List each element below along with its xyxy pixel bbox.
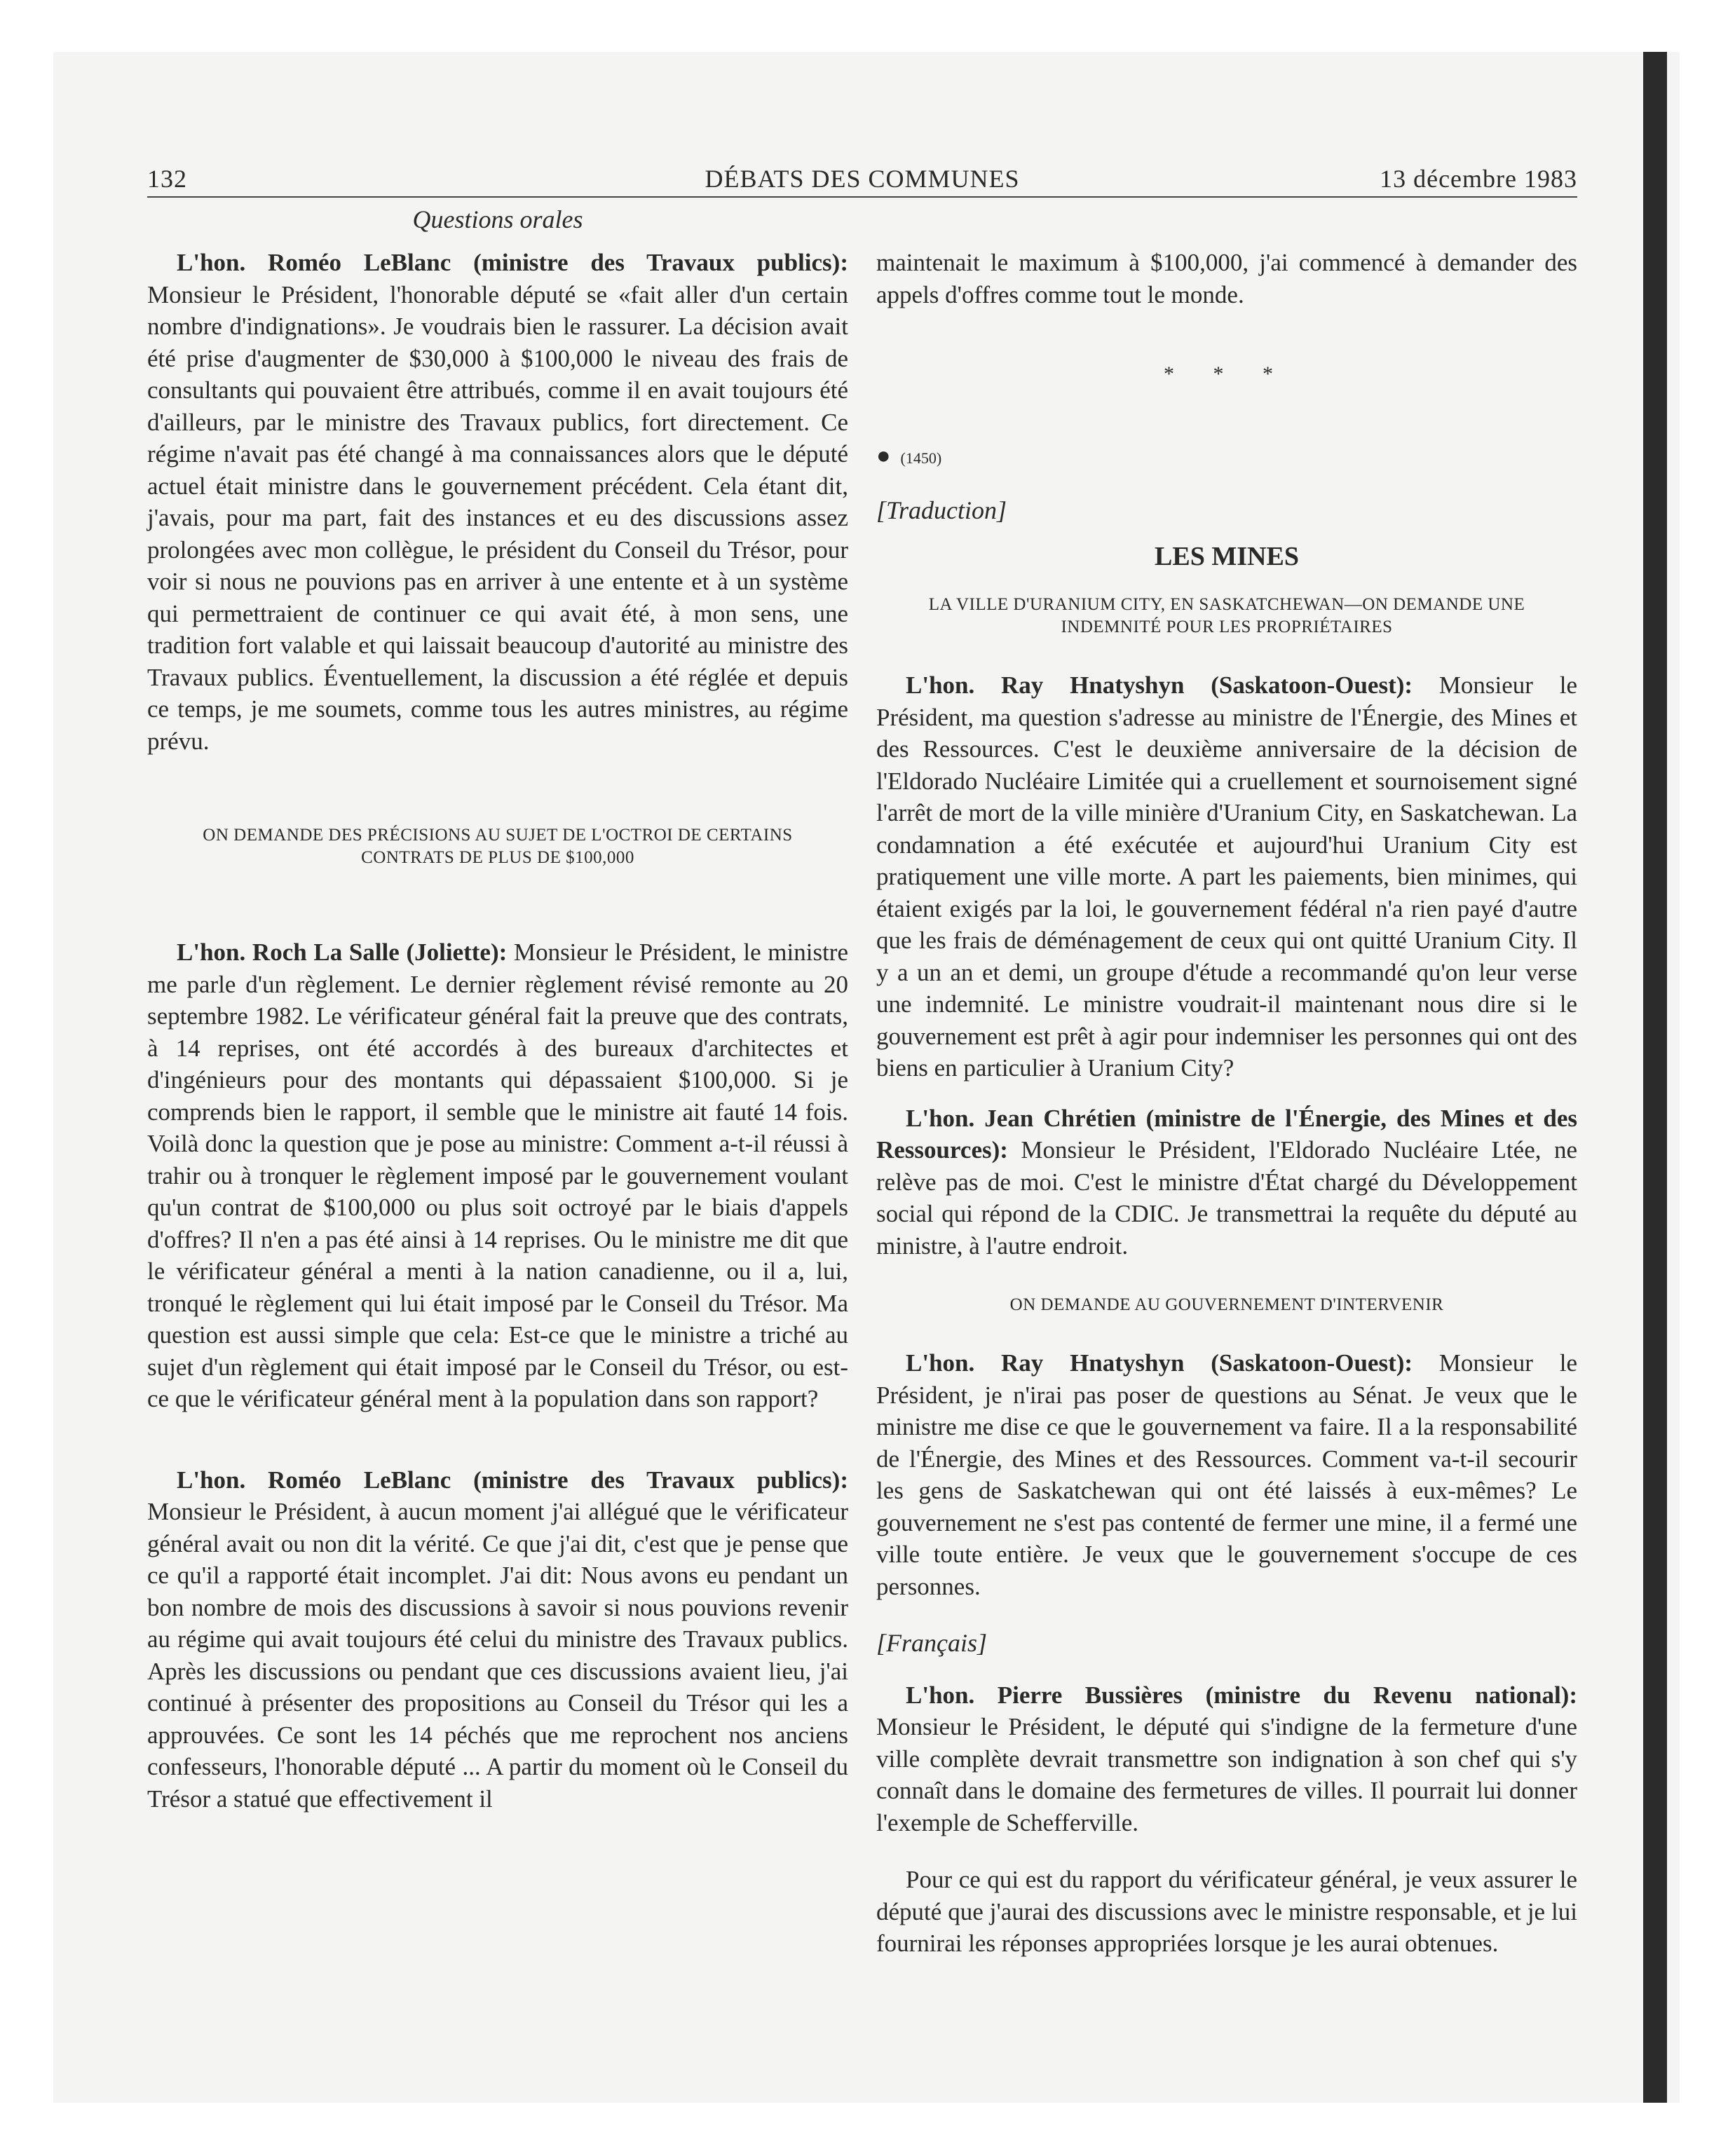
speaker-name: L'hon. Ray Hnatyshyn (Saskatoon-Ouest): [906,1349,1413,1377]
paragraph [876,1347,1577,1602]
speech-text: Monsieur le Président, je n'irai pas poser de questions au Sénat. Je veux que le ministre me dise ce que le gouvernement va faire. Il a la responsabilité de l'Énergie, des Mines et des Ressources. Comment va-t-il secourir les gens de Saskatchewan qui ont été laissés à eux-mêmes? Le gouvernement ne s'est pas contenté de fermer une mine, il a fermé une ville toute entière. Je veux que le gouvernement s'occupe de ces personnes. [876,1349,1577,1600]
subheading: ON DEMANDE AU GOUVERNEMENT D'INTERVENIR [1009,1295,1444,1314]
speaker-name: L'hon. Roch La Salle (Joliette): [177,939,508,966]
paragraph [876,1103,1577,1262]
paragraph [147,1464,848,1815]
paragraph [876,669,1577,1084]
publication-date: 13 décembre 1983 [1380,165,1577,193]
time-marker: ● (1450) [876,442,942,469]
continuation-text: maintenait le maximum à $100,000, j'ai commencé à demander des appels d'offres comme tout le monde. [876,249,1577,308]
speaker-name: L'hon. Roméo LeBlanc (ministre des Travaux publics): [177,1466,848,1494]
page-header [147,158,1577,198]
speech-text: Monsieur le Président, l'Eldorado Nucléaire Ltée, ne relève pas de moi. C'est le ministre d'État chargé du Développement social qui répond de la CDIC. Je transmettrai la requête du député au ministre, à l'autre endroit. [876,1136,1577,1260]
paragraph [876,1679,1577,1839]
bullet-dot-icon: ● [876,442,891,469]
speaker-name: L'hon. Jean Chrétien (ministre de l'Énergie, des Mines et des Ressources): [876,1104,1577,1164]
section-separator: * * * [1164,362,1290,386]
subheading: ON DEMANDE DES PRÉCISIONS AU SUJET DE L'OCTROI DE CERTAINS CONTRATS DE PLUS DE $100,000 [203,826,793,867]
speech-text: Monsieur le Président, l'honorable député se «fait aller d'un certain nombre d'indignations». Je voudrais bien le rassurer. La décision avait été prise d'augmenter de $30,000 à $100,000 le niveau des frais de consultants qui pouvaient être attribués, comme il en avait toujours été d'ailleurs, par le ministre des Travaux publics, fort directement. Ce régime n'avait pas été changé à ma connaissances alors que le député actuel était ministre dans le gouvernement précédent. Cela étant dit, j'avais, pour ma part, fait des instances et eu des discussions assez prolongées avec mon collègue, le président du Conseil du Trésor, pour voir si nous ne pouvions pas en arriver à une entente et à un système qui permettraient de continuer ce qui avait été, à mon sens, une tradition fort valable et qui laissait beaucoup d'autorité au ministre des Travaux publics. Éventuellement, la discussion a été réglée et depuis ce temps, je me soumets, comme tous les autres ministres, au régime prévu. [147,280,848,755]
speech-text: Monsieur le Président, le ministre me parle d'un règlement. Le dernier règlement révisé remonte au 20 septembre 1982. Le vérificateur général fait la preuve que des contrats, à 14 reprises, ont été accordés à des bureaux d'architectes et d'ingénieurs pour des montants qui dépassaient $100,000. Si je comprends bien le rapport, il semble que le ministre ait fauté 14 fois. Voilà donc la question que je pose au ministre: Comment a-t-il réussi à trahir ou à tronquer le règlement imposé par le gouvernement voulant qu'un contrat de $100,000 ou plus soit octroyé par le biais d'appels d'offres? Il n'en a pas été ainsi à 14 reprises. Ou le ministre me dit que le vérificateur général a menti à la nation canadienne, ou il a, lui, tronqué le règlement qui lui était imposé par le Conseil du Trésor. Ma question est aussi simple que cela: Est-ce que le ministre a triché au sujet d'un règlement qui était imposé par le Conseil du Trésor, ou est-ce que le vérificateur général ment à la population dans son rapport? [147,939,848,1412]
language-marker: [Français] [876,1629,988,1657]
right-column [876,247,1577,1960]
left-column [147,247,848,1815]
paragraph [147,936,848,1415]
section-heading: LES MINES [1155,541,1299,571]
speech-text: Monsieur le Président, le député qui s'indigne de la fermeture d'une ville complète devrait transmettre son indignation à son chef qui s'y connaît dans le domaine des fermetures de villes. Il pourrait lui donner l'exemple de Schefferville. [876,1713,1577,1836]
language-marker: [Traduction] [876,496,1007,524]
paragraph [147,247,848,757]
page-number: 132 [147,165,187,193]
speech-text: Monsieur le Président, ma question s'adresse au ministre de l'Énergie, des Mines et des Ressources. C'est le deuxième anniversaire de la décision de l'Eldorado Nucléaire Limitée qui a cruellement et sournoisement signé l'arrêt de mort de la ville minière d'Uranium City, en Saskatchewan. La condamnation a été exécutée et aujourd'hui Uranium City est pratiquement une ville morte. A part les paiements, bien minimes, qui étaient exigés par la loi, le gouvernement fédéral n'a rien payé d'autre que les frais de déménagement de ceux qui ont quitté Uranium City. Il y a un an et demi, un groupe d'étude a recommandé qu'on leur verse une indemnité. Le ministre voudrait-il maintenant nous dire si le gouvernement est prêt à agir pour indemniser les personnes qui ont des biens en particulier à Uranium City? [876,671,1577,1082]
publication-title: DÉBATS DES COMMUNES [705,165,1020,193]
scan-edge-bar [1643,52,1667,2103]
speaker-name: L'hon. Pierre Bussières (ministre du Revenu national): [906,1681,1577,1709]
speaker-name: L'hon. Ray Hnatyshyn (Saskatoon-Ouest): [906,671,1413,699]
section-label: Questions orales [412,205,583,233]
speech-text: Monsieur le Président, à aucun moment j'ai allégué que le vérificateur général avait ou non dit la vérité. Ce que j'ai dit, c'est que je pense que ce qu'il a rapporté était incomplet. J'ai dit: Nous avons eu pendant un bon nombre de mois des discussions à savoir si nous pouvions revenir au régime qui avait toujours été celui du ministre des Travaux publics. Après les discussions ou pendant que ces discussions avaient lieu, j'ai continué à présenter des propositions au Conseil du Trésor qui les a approuvées. Ce sont les 14 péchés que me reprochent nos anciens confesseurs, l'honorable député ... A partir du moment où le Conseil du Trésor a statué que effectivement il [147,1498,848,1813]
subheading: LA VILLE D'URANIUM CITY, EN SASKATCHEWAN—ON DEMANDE UNE INDEMNITÉ POUR LES PROPRIÉTAIRES [928,595,1525,636]
speaker-name: L'hon. Roméo LeBlanc (ministre des Travaux publics): [177,249,848,276]
paragraph: Pour ce qui est du rapport du vérificateur général, je veux assurer le député que j'aurai des discussions avec le ministre responsable, et je lui fournirai les réponses appropriées lorsque je les aurai obtenues. [876,1866,1577,1957]
